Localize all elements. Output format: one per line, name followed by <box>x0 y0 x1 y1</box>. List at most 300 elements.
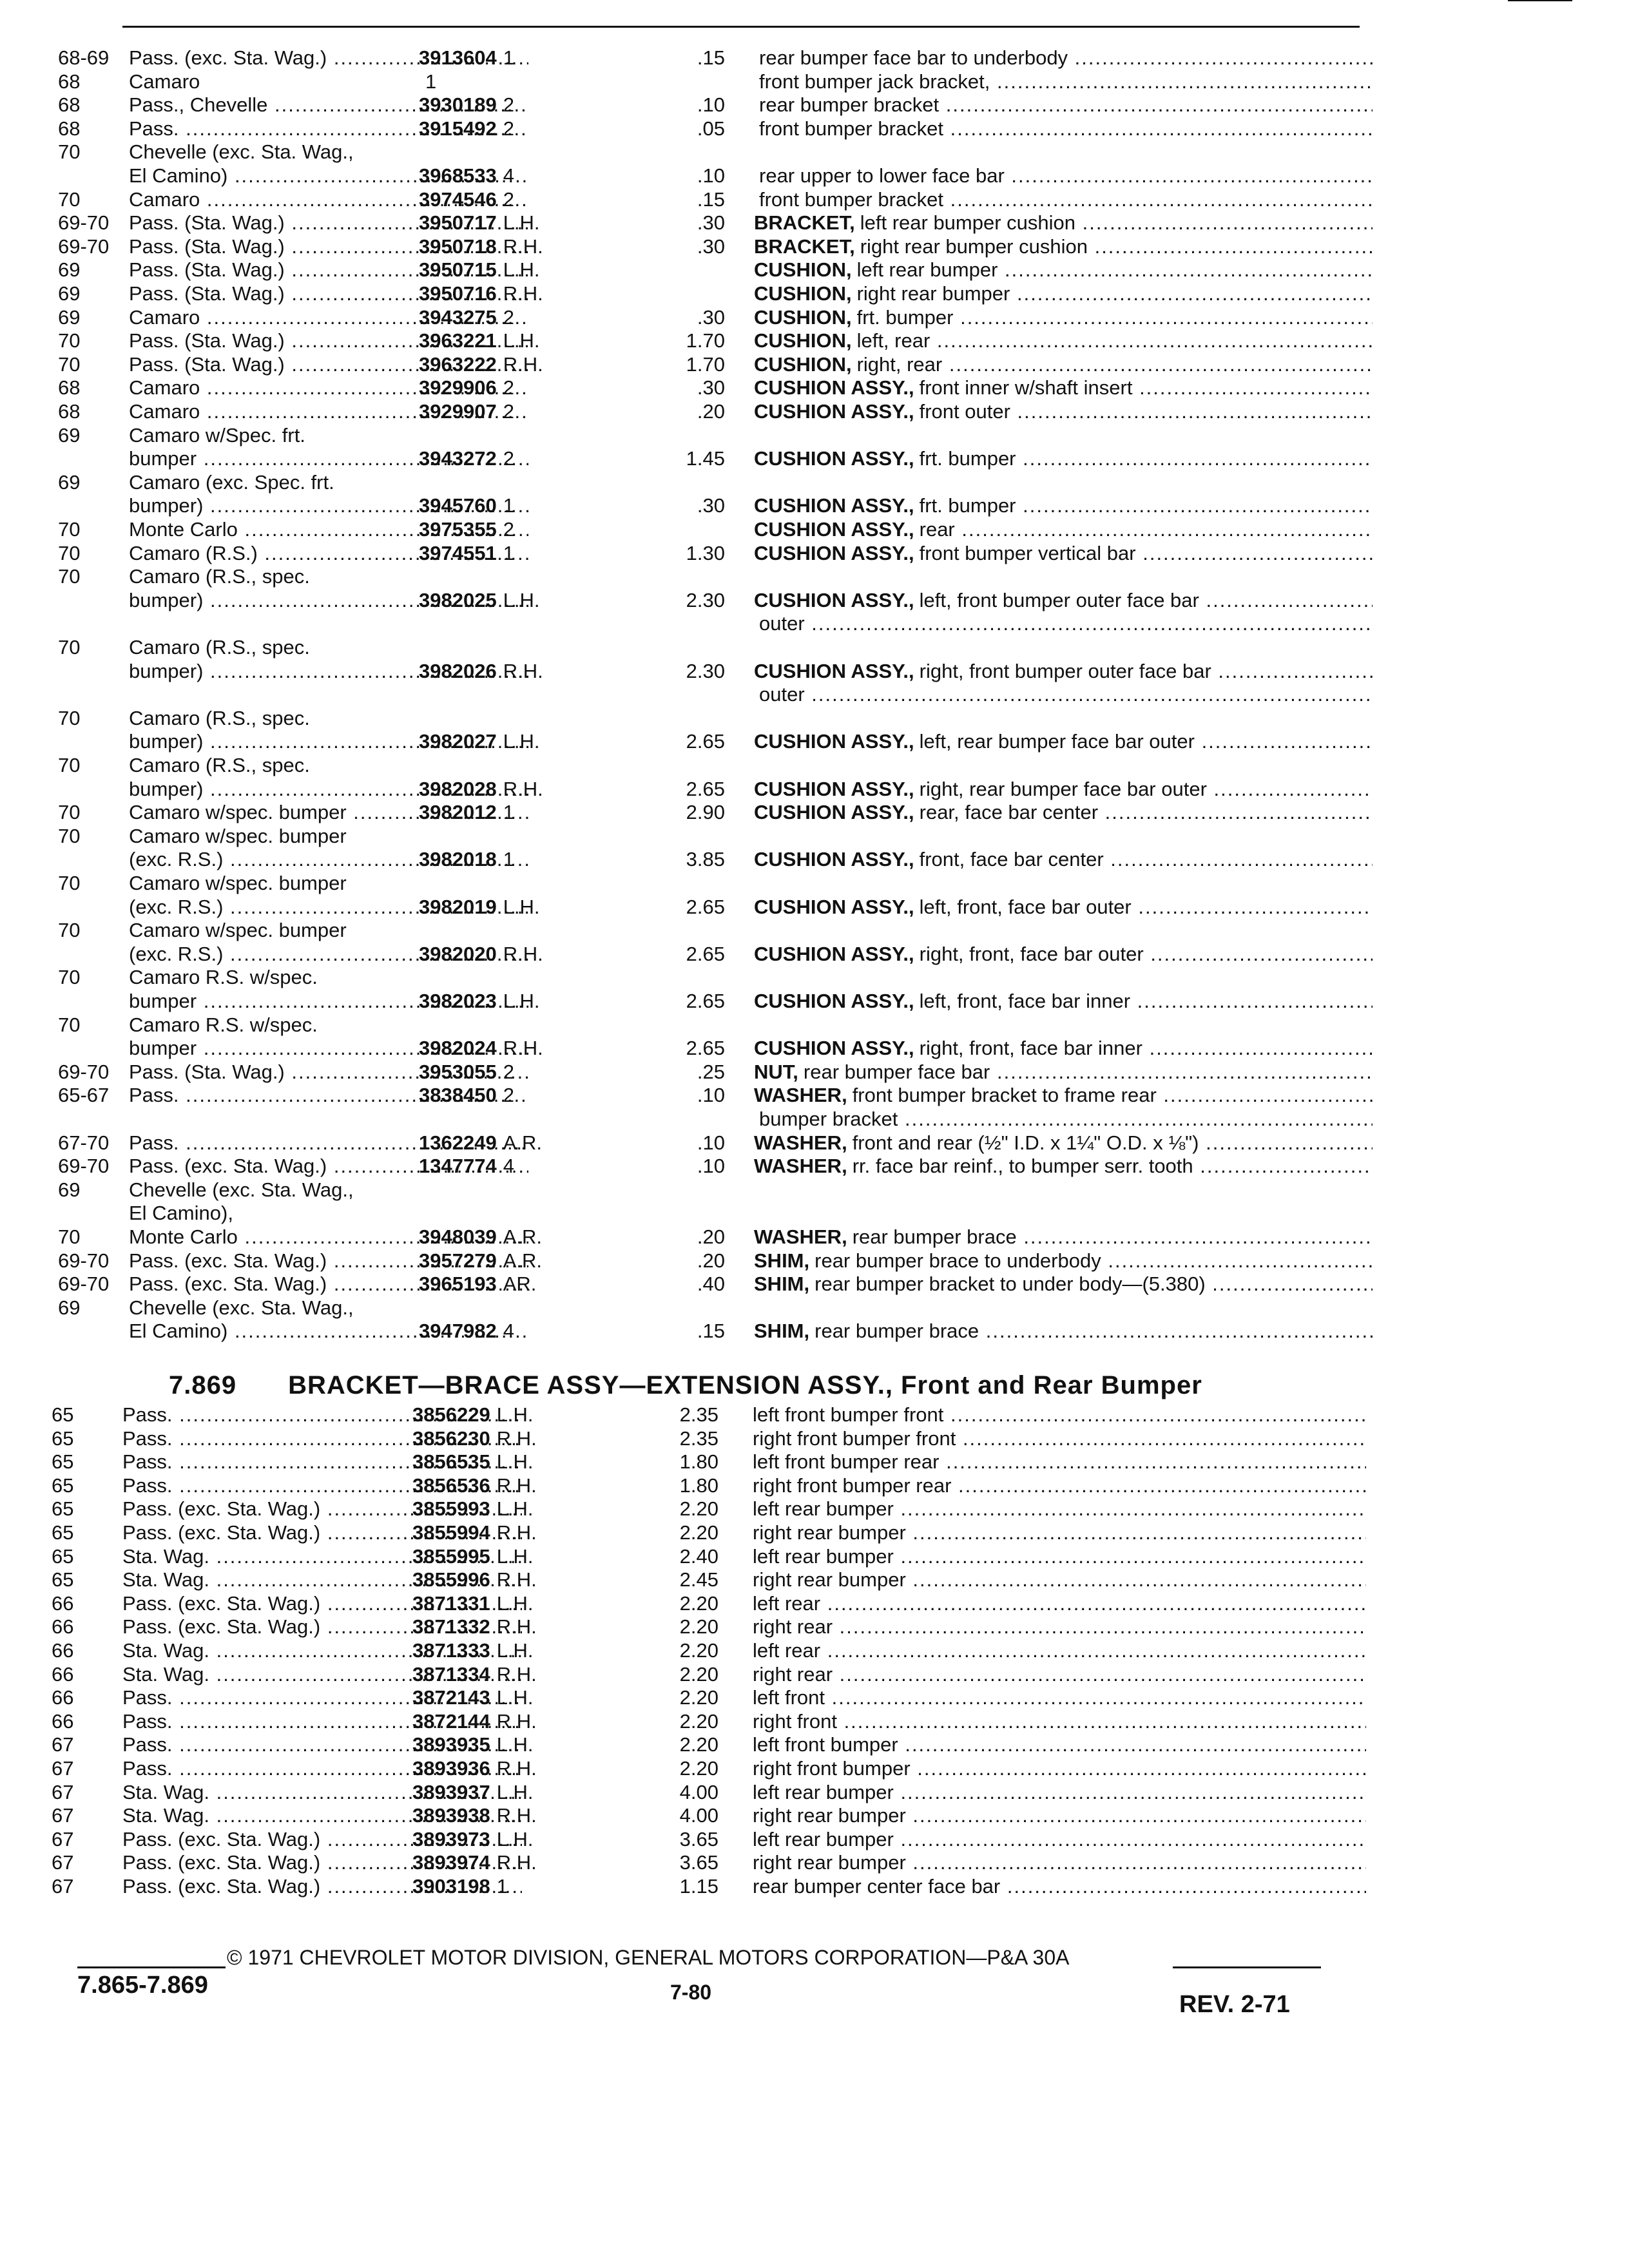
parts-row <box>58 282 1411 305</box>
part-number: 3945760 <box>419 494 497 517</box>
parts-row <box>58 660 1411 683</box>
model-year: 70 <box>58 518 81 541</box>
description-text: right front bumper <box>753 1757 911 1780</box>
parts-row <box>58 565 1411 588</box>
quantity: L.H. <box>496 1403 534 1426</box>
part-number: 3855996 <box>412 1568 490 1591</box>
model-name: Sta. Wag. ..... <box>122 1804 522 1827</box>
part-description <box>754 140 1373 164</box>
model-name: Chevelle (exc. Sta. Wag., <box>129 1296 354 1319</box>
part-number-group <box>419 825 425 848</box>
part-description <box>754 518 1373 541</box>
part-number-group <box>412 1450 534 1474</box>
model-name: Camaro w/spec. bumper <box>129 824 347 847</box>
description-text: right rear bumper <box>856 282 1010 305</box>
model-name: bumper) ..... <box>129 494 528 517</box>
description-text: left front bumper <box>753 1733 898 1756</box>
part-number: 3893936 <box>412 1757 490 1780</box>
quantity: 1 <box>503 494 514 517</box>
part-description <box>747 1497 1366 1521</box>
part-number: 3982018 <box>419 848 497 871</box>
part-name: WASHER, <box>754 1155 847 1178</box>
part-number-group <box>419 1178 425 1202</box>
description-text: right rear bumper <box>753 1804 906 1827</box>
model-name: Pass. (Sta. Wag.) ..... <box>129 282 528 305</box>
part-number: 3930189 <box>419 93 497 117</box>
model-name: Pass. ..... <box>122 1686 522 1709</box>
price: 2.30 <box>686 659 725 682</box>
quantity: R.H. <box>503 235 543 258</box>
part-description <box>754 896 1373 919</box>
price: 2.65 <box>686 895 725 918</box>
model-year: 69-70 <box>58 1273 110 1296</box>
price: 2.35 <box>679 1427 718 1450</box>
part-description <box>754 636 1373 659</box>
quantity: L.H. <box>503 588 540 611</box>
page-number: 7-80 <box>670 1981 712 2004</box>
model-year: 67 <box>52 1851 74 1874</box>
part-description <box>747 1450 1366 1474</box>
part-number: 1347774 <box>419 1155 497 1178</box>
quantity: L.H. <box>496 1544 534 1568</box>
part-description <box>754 93 1373 117</box>
parts-row <box>58 376 1411 399</box>
part-number: 3982019 <box>419 895 497 918</box>
parts-row <box>58 188 1411 211</box>
parts-row <box>58 896 1411 919</box>
part-number-group <box>419 1131 542 1155</box>
quantity: R.H. <box>503 352 543 376</box>
price: 2.20 <box>679 1615 718 1639</box>
part-description <box>747 1521 1366 1544</box>
part-description <box>754 1084 1373 1107</box>
price: 2.65 <box>686 730 725 753</box>
parts-row <box>52 1781 1405 1804</box>
model-year: 70 <box>58 541 81 564</box>
price: .10 <box>697 93 725 117</box>
part-description <box>754 778 1373 801</box>
description-text: frt. bumper <box>919 494 1016 517</box>
model-name: bumper ..... <box>129 447 528 470</box>
part-description <box>754 990 1373 1013</box>
description-text: right rear <box>753 1662 833 1686</box>
part-number: 3855994 <box>412 1521 490 1544</box>
part-number: 3982012 <box>419 801 497 824</box>
part-description <box>754 1225 1373 1249</box>
model-name: Pass. (exc. Sta. Wag.) ..... <box>129 1273 528 1296</box>
part-number: 3982026 <box>419 659 497 682</box>
part-number: 3947982 <box>419 1320 497 1343</box>
model-year: 69-70 <box>58 1060 110 1083</box>
description-text: front bumper vertical bar <box>919 541 1136 564</box>
part-number-group <box>412 1686 534 1709</box>
model-name: Pass. ..... <box>122 1427 522 1450</box>
part-number-group <box>419 1037 543 1060</box>
part-number-group <box>419 117 514 140</box>
quantity: 2 <box>503 447 514 470</box>
part-name: CUSHION ASSY., <box>754 990 914 1012</box>
price: 2.65 <box>686 942 725 965</box>
model-name: El Camino), <box>129 1202 233 1225</box>
parts-row <box>58 1225 1411 1249</box>
part-description <box>754 188 1373 211</box>
part-number-group <box>419 1296 425 1320</box>
model-name: (exc. R.S.) ..... <box>129 896 528 919</box>
price: .40 <box>697 1273 725 1296</box>
quantity: 1 <box>496 1875 508 1898</box>
part-description <box>754 424 1373 447</box>
part-number: 3948039 <box>419 1225 497 1248</box>
quantity: 2 <box>503 376 514 399</box>
price: 2.20 <box>679 1497 718 1521</box>
parts-row <box>52 1875 1405 1898</box>
description-text: rear bumper bracket to under body—(5.380) <box>815 1273 1206 1296</box>
model-name: Pass. (Sta. Wag.) ..... <box>129 353 528 376</box>
model-name: Camaro R.S. w/spec. <box>129 1013 318 1036</box>
part-number: 3982025 <box>419 588 497 611</box>
model-name: Camaro ..... <box>129 306 528 329</box>
part-number: 3943275 <box>419 305 497 329</box>
parts-row <box>58 1037 1411 1060</box>
model-name: Camaro (R.S., spec. <box>129 754 310 776</box>
model-year: 70 <box>58 801 81 824</box>
section-number: 7.869 <box>169 1371 237 1399</box>
model-name: Camaro (R.S.) ..... <box>129 542 528 565</box>
part-description <box>747 1474 1366 1497</box>
description-text: rear bumper center face bar <box>753 1875 1001 1898</box>
model-year: 66 <box>52 1686 74 1709</box>
description-text: right rear bumper <box>753 1851 906 1874</box>
part-number-group <box>419 494 514 517</box>
model-year: 65 <box>52 1450 74 1474</box>
quantity: 2 <box>503 1060 514 1083</box>
model-year: 69 <box>58 1178 81 1201</box>
parts-row <box>58 636 1411 659</box>
model-year: 67 <box>52 1827 74 1850</box>
part-description <box>747 1781 1366 1804</box>
part-name: CUSHION ASSY., <box>754 895 914 918</box>
model-year: 67 <box>52 1733 74 1756</box>
model-year: 69 <box>58 1296 81 1319</box>
part-description <box>754 542 1373 565</box>
part-description <box>747 1757 1366 1780</box>
model-year: 67 <box>52 1804 74 1827</box>
price: .20 <box>697 1249 725 1272</box>
model-name: Pass. (exc. Sta. Wag.) ..... <box>122 1592 522 1615</box>
parts-row <box>58 1155 1411 1178</box>
description-text: frt. bumper <box>856 305 954 329</box>
part-number-group <box>419 612 425 635</box>
parts-row <box>52 1851 1405 1874</box>
part-number: 3968533 <box>419 164 497 187</box>
model-name: Pass. (exc. Sta. Wag.) ..... <box>122 1497 522 1521</box>
price: .25 <box>697 1060 725 1083</box>
parts-row <box>58 872 1411 895</box>
part-number-group <box>419 306 514 329</box>
quantity: L.H. <box>496 1827 534 1850</box>
part-description <box>747 1568 1366 1591</box>
description-text: bumper bracket <box>759 1108 898 1130</box>
part-description <box>747 1710 1366 1733</box>
parts-row <box>58 447 1411 470</box>
model-year: 69 <box>58 470 81 494</box>
part-description <box>754 329 1373 352</box>
model-year: 68-69 <box>58 46 110 69</box>
part-number: 3953055 <box>419 1060 497 1083</box>
part-description <box>754 211 1373 235</box>
parts-row <box>52 1686 1405 1709</box>
model-name: bumper) ..... <box>129 778 528 801</box>
part-number-group <box>419 164 514 187</box>
description-text: front bumper jack bracket, <box>759 70 990 93</box>
part-description <box>747 1686 1366 1709</box>
part-name: CUSHION ASSY., <box>754 518 914 541</box>
part-number-group <box>419 70 436 93</box>
quantity: R.H. <box>503 777 543 800</box>
part-number-group <box>419 943 543 966</box>
parts-row <box>52 1497 1405 1521</box>
parts-row <box>58 258 1411 282</box>
model-name: Pass. (Sta. Wag.) ..... <box>129 1061 528 1084</box>
quantity: 1 <box>503 46 514 69</box>
price: .30 <box>697 305 725 329</box>
parts-row <box>58 518 1411 541</box>
part-number-group <box>419 1061 514 1084</box>
part-number-group <box>419 471 425 494</box>
description-text: left rear bumper <box>856 258 998 282</box>
part-description <box>754 46 1373 70</box>
parts-row <box>52 1568 1405 1591</box>
part-description <box>754 801 1373 824</box>
part-description <box>754 376 1373 399</box>
part-name: CUSHION, <box>754 329 852 352</box>
part-name: CUSHION ASSY., <box>754 730 914 753</box>
model-year: 70 <box>58 966 81 989</box>
model-year: 70 <box>58 1225 81 1248</box>
quantity: R.H. <box>503 1037 543 1060</box>
description-text: rear bumper face bar to underbody <box>759 46 1068 69</box>
part-number: 3982028 <box>419 777 497 800</box>
part-number-group <box>412 1757 537 1780</box>
description-text: rear bumper brace to underbody <box>815 1249 1101 1272</box>
model-year: 69-70 <box>58 235 110 258</box>
parts-row <box>52 1427 1405 1450</box>
description-text: front bumper bracket <box>759 117 944 140</box>
price: 1.70 <box>686 329 725 352</box>
model-year: 70 <box>58 636 81 658</box>
model-name: Camaro (R.S., spec. <box>129 565 310 588</box>
model-year: 65 <box>52 1474 74 1497</box>
price: 2.20 <box>679 1733 718 1756</box>
parts-row <box>52 1804 1405 1827</box>
section-heading <box>169 1371 1202 1400</box>
description-text: left, rear <box>856 329 930 352</box>
part-number-group <box>419 1249 542 1273</box>
part-number-group <box>412 1639 534 1662</box>
model-name: Camaro (R.S., spec. <box>129 706 310 729</box>
part-number-group <box>419 730 540 753</box>
description-text: rear bumper brace <box>852 1225 1017 1248</box>
price: 1.15 <box>679 1875 718 1898</box>
part-number: 3893973 <box>412 1827 490 1850</box>
part-number-group <box>412 1615 537 1639</box>
price: 1.45 <box>686 447 725 470</box>
part-description <box>747 1592 1366 1615</box>
part-number-group <box>419 518 514 541</box>
quantity: A.R. <box>503 1225 542 1248</box>
part-number: 3838450 <box>419 1084 497 1107</box>
description-text: front bumper bracket to frame rear <box>852 1084 1157 1107</box>
parts-row <box>58 1108 1411 1131</box>
parts-row <box>52 1710 1405 1733</box>
model-year: 65 <box>52 1544 74 1568</box>
model-name: Pass. (exc. Sta. Wag.) ..... <box>129 1155 528 1178</box>
model-name: Sta. Wag. ..... <box>122 1639 522 1662</box>
quantity: 2 <box>503 93 514 117</box>
part-number-group <box>419 282 543 305</box>
description-text: left front bumper rear <box>753 1450 940 1474</box>
parts-row <box>52 1615 1405 1639</box>
copyright-line: © 1971 CHEVROLET MOTOR DIVISION, GENERAL MOTORS CORPORATION—P&A 30A <box>227 1946 1070 1969</box>
part-description <box>754 1014 1373 1037</box>
part-name: CUSHION ASSY., <box>754 494 914 517</box>
parts-row <box>58 494 1411 517</box>
part-number: 3872144 <box>412 1709 490 1733</box>
description-text: left, front, face bar inner <box>919 990 1131 1012</box>
model-name: Pass. (exc. Sta. Wag.) ..... <box>122 1615 522 1639</box>
part-number: 3856229 <box>412 1403 490 1426</box>
part-number: 3982027 <box>419 730 497 753</box>
part-description <box>754 612 1373 635</box>
quantity: R.H. <box>496 1474 537 1497</box>
parts-row <box>52 1639 1405 1662</box>
model-year: 67 <box>52 1875 74 1898</box>
price: .30 <box>697 211 725 235</box>
quantity: A.R. <box>503 1131 542 1154</box>
quantity: R.H. <box>496 1709 537 1733</box>
quantity: AR. <box>503 1273 537 1296</box>
part-number-group <box>419 565 425 588</box>
model-name: Camaro w/Spec. frt. <box>129 423 305 447</box>
description-text: right rear bumper cushion <box>860 235 1088 258</box>
part-description <box>754 683 1373 706</box>
model-name: Pass. (exc. Sta. Wag.) ..... <box>129 1249 528 1273</box>
parts-row <box>58 1061 1411 1084</box>
part-name: SHIM, <box>754 1320 810 1343</box>
part-description <box>754 471 1373 494</box>
part-name: CUSHION, <box>754 258 852 282</box>
model-name: Pass. (exc. Sta. Wag.) ..... <box>122 1851 522 1874</box>
model-name: Pass. (exc. Sta. Wag.) ..... <box>122 1828 522 1851</box>
parts-row <box>58 754 1411 777</box>
description-text: left, front, face bar outer <box>919 895 1132 918</box>
price: 3.85 <box>686 848 725 871</box>
parts-row <box>58 612 1411 635</box>
description-text: left front bumper front <box>753 1403 944 1426</box>
quantity: 2 <box>503 305 514 329</box>
part-description <box>754 1320 1373 1343</box>
part-number: 3871333 <box>412 1639 490 1662</box>
parts-row <box>58 1014 1411 1037</box>
model-name: Monte Carlo ..... <box>129 518 528 541</box>
price: 2.30 <box>686 588 725 611</box>
model-year: 70 <box>58 754 81 776</box>
model-year: 67 <box>52 1780 74 1803</box>
part-name: SHIM, <box>754 1249 810 1272</box>
parts-row <box>58 117 1411 140</box>
quantity: L.H. <box>503 730 540 753</box>
model-name: bumper ..... <box>129 1037 528 1060</box>
part-number-group <box>412 1781 534 1804</box>
section-title: BRACKET—BRACE ASSY—EXTENSION ASSY., Front and Rear Bumper <box>288 1371 1202 1399</box>
part-number: 3929907 <box>419 400 497 423</box>
description-text: rear bumper bracket <box>759 93 940 117</box>
model-name: Camaro R.S. w/spec. <box>129 966 318 989</box>
part-name: BRACKET, <box>754 235 855 258</box>
description-text: left, front bumper outer face bar <box>919 588 1199 611</box>
model-name: Pass. (Sta. Wag.) ..... <box>129 329 528 352</box>
section-range: 7.865-7.869 <box>77 1972 208 1999</box>
model-name: Pass. (exc. Sta. Wag.) ..... <box>122 1521 522 1544</box>
part-description <box>754 235 1373 258</box>
description-text: right rear bumper <box>753 1568 906 1591</box>
quantity: L.H. <box>496 1686 534 1709</box>
parts-row <box>52 1474 1405 1497</box>
parts-row <box>58 1131 1411 1155</box>
quantity: L.H. <box>496 1639 534 1662</box>
part-number-group <box>412 1592 534 1615</box>
part-number-group <box>412 1875 508 1898</box>
description-text: left front <box>753 1686 825 1709</box>
part-number-group <box>419 329 540 352</box>
part-description <box>754 70 1373 93</box>
part-description <box>754 1178 1373 1202</box>
footer-rule-right <box>1173 1966 1321 1968</box>
model-name: Pass. ..... <box>129 1084 528 1107</box>
price: .05 <box>697 117 725 140</box>
part-number-group <box>419 801 514 824</box>
model-name: Monte Carlo ..... <box>129 1225 528 1249</box>
part-number: 3893935 <box>412 1733 490 1756</box>
quantity: 2 <box>503 518 514 541</box>
parts-row <box>58 1296 1411 1320</box>
part-description <box>754 565 1373 588</box>
model-year: 70 <box>58 824 81 847</box>
price: .15 <box>697 46 725 69</box>
parts-row <box>58 730 1411 753</box>
part-description <box>754 1131 1373 1155</box>
model-name: Pass. ..... <box>122 1757 522 1780</box>
part-name: CUSHION ASSY., <box>754 777 914 800</box>
model-year: 67 <box>52 1757 74 1780</box>
part-description <box>754 1108 1373 1131</box>
price: 2.65 <box>686 990 725 1012</box>
parts-row <box>58 589 1411 612</box>
part-description <box>754 1202 1373 1225</box>
description-text: outer <box>759 683 805 706</box>
parts-row <box>58 707 1411 730</box>
part-number: 3950717 <box>419 211 497 235</box>
model-name: Pass. ..... <box>122 1403 522 1427</box>
price: 2.20 <box>679 1521 718 1544</box>
model-name: Camaro ..... <box>129 376 528 399</box>
price: 2.20 <box>679 1686 718 1709</box>
model-year: 68 <box>58 93 81 117</box>
model-year: 70 <box>58 140 81 164</box>
part-number-group <box>419 1202 425 1225</box>
part-number-group <box>419 542 514 565</box>
model-name: Camaro w/spec. bumper ..... <box>129 801 528 824</box>
